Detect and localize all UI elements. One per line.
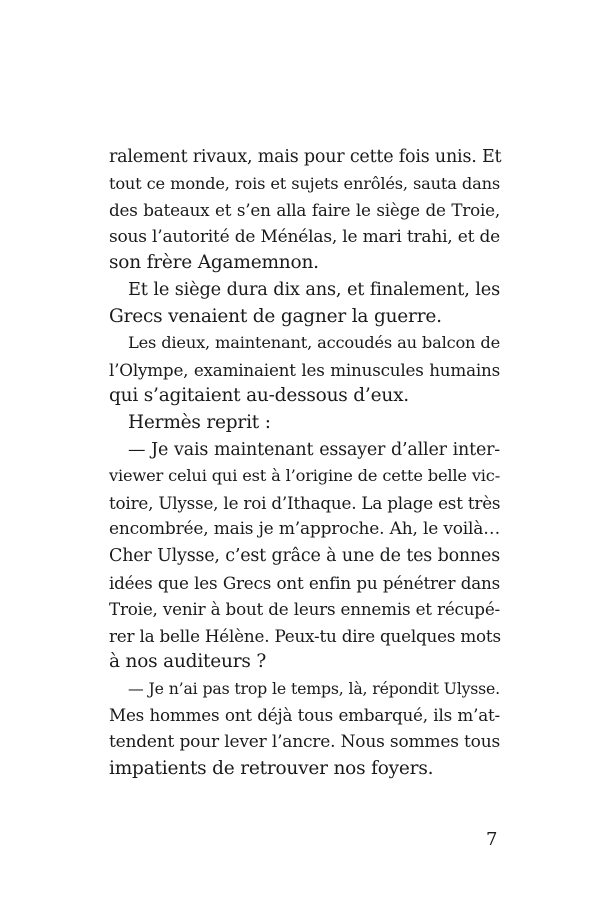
- page-number: 7: [486, 829, 498, 850]
- text-line: l’Olympe, examinaient les minuscules humains: [109, 359, 500, 380]
- text-line: — Je vais maintenant essayer d’aller inter-: [128, 439, 500, 460]
- text-line: — Je n’ai pas trop le temps, là, répondit Ulysse.: [128, 678, 500, 698]
- text-line: à nos auditeurs ?: [109, 651, 267, 673]
- text-line: des bateaux et s’en alla faire le siège de Troie,: [109, 200, 500, 221]
- text-line: Les dieux, maintenant, accoudés au balcon de: [128, 333, 500, 353]
- text-line: Grecs venaient de gagner la guerre.: [109, 305, 442, 327]
- text-line: son frère Agamemnon.: [109, 252, 319, 274]
- text-line: rer la belle Hélène. Peux-tu dire quelques mots: [109, 625, 501, 646]
- text-line: Troie, venir à bout de leurs ennemis et récupé-: [109, 599, 500, 620]
- text-line: ralement rivaux, mais pour cette fois unis. Et: [109, 147, 502, 167]
- text-line: Hermès reprit :: [128, 411, 271, 433]
- text-line: idées que les Grecs ont enfin pu pénétrer dans: [109, 572, 500, 593]
- text-line: qui s’agitaient au-dessous d’eux.: [109, 385, 409, 407]
- text-line: toire, Ulysse, le roi d’Ithaque. La plage est très: [109, 492, 501, 513]
- text-line: Mes hommes ont déjà tous embarqué, ils m’at-: [109, 705, 500, 726]
- text-line: tout ce monde, rois et sujets enrôlés, sauta dans: [109, 173, 500, 193]
- text-line: Cher Ulysse, c’est grâce à une de tes bonnes: [109, 545, 500, 566]
- text-line: Et le siège dura dix ans, et finalement, les: [128, 279, 500, 300]
- body-text: [109, 144, 500, 782]
- text-line: sous l’autorité de Ménélas, le mari trahi, et de: [109, 226, 500, 247]
- text-line: encombrée, mais je m’approche. Ah, le voilà…: [109, 519, 500, 540]
- text-line: viewer celui qui est à l’origine de cette belle vic-: [109, 466, 500, 486]
- text-line: impatients de retrouver nos foyers.: [109, 757, 434, 779]
- text-line: tendent pour lever l’ancre. Nous sommes tous: [109, 732, 500, 753]
